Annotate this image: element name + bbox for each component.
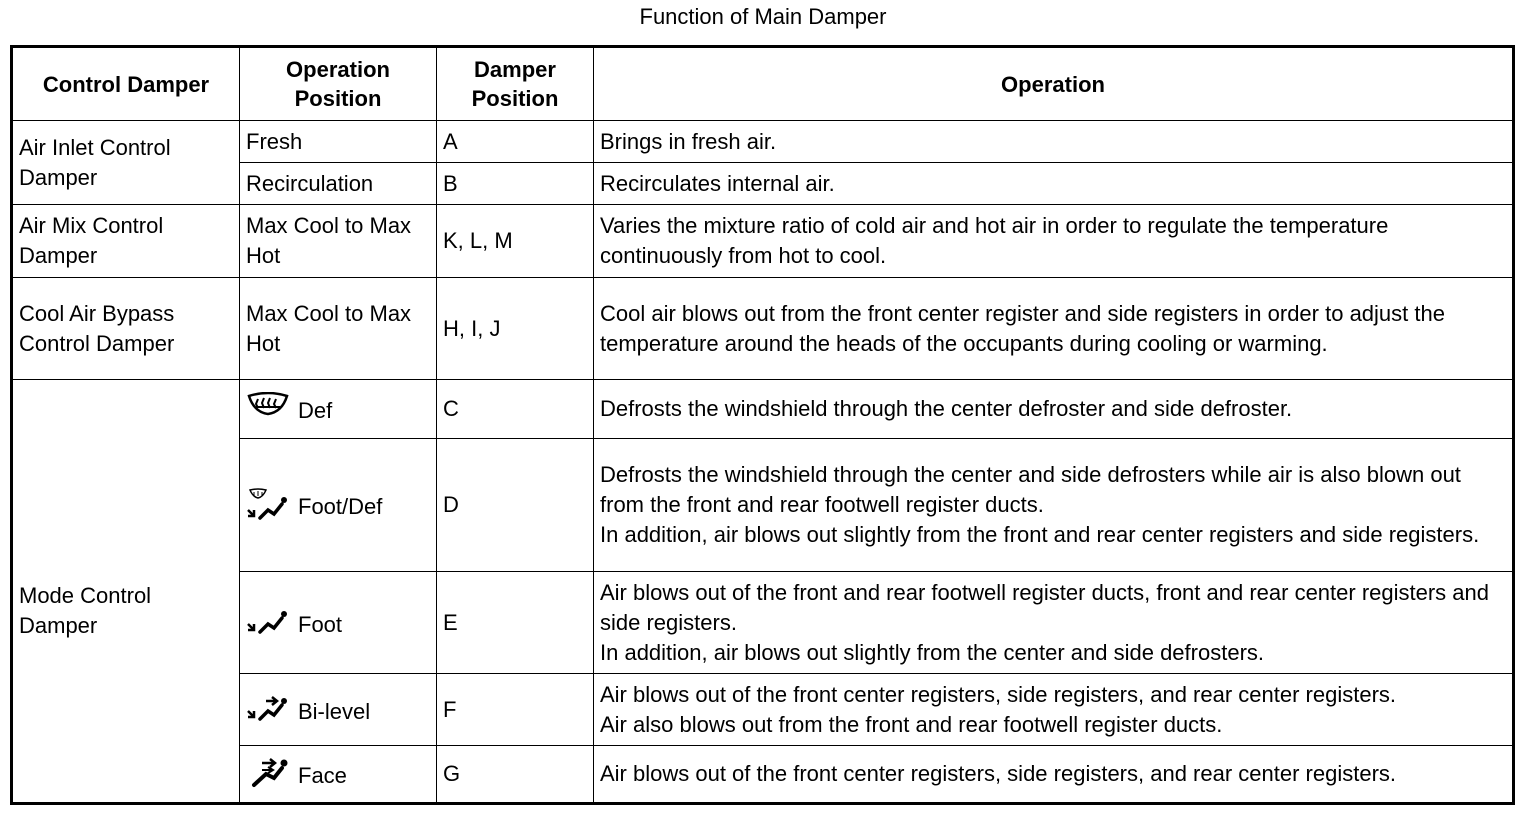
damper-bypass: H, I, J	[437, 278, 594, 380]
damper-foot: E	[437, 572, 594, 674]
defroster-icon	[246, 392, 290, 426]
op-pos-foot	[240, 572, 437, 674]
op-pos-recirc: Recirculation	[240, 163, 437, 205]
operation-foot-line-2: In addition, air blows out slightly from the center and side defrosters.	[600, 639, 1265, 665]
header-control-damper: Control Damper	[12, 47, 240, 121]
table-row	[12, 205, 1514, 278]
op-pos-face	[240, 746, 437, 804]
table-row	[12, 278, 1514, 380]
page-title: Function of Main Damper	[639, 4, 887, 29]
op-pos-def-label: Def	[298, 398, 333, 423]
header-operation: Operation	[594, 47, 1514, 121]
damper-recirc: B	[437, 163, 594, 205]
table-row	[12, 121, 1514, 163]
operation-bi-level-line-1: Air blows out of the front center registers, side registers, and rear center registers.	[600, 681, 1397, 707]
operation-fresh: Brings in fresh air.	[594, 121, 1514, 163]
operation-air-mix: Varies the mixture ratio of cold air and hot air in order to regulate the temperature continuously from hot to cool.	[594, 205, 1514, 278]
operation-foot	[594, 572, 1514, 674]
operation-foot-def-line-1: Defrosts the windshield through the center and side defrosters while air is also blown out from the front and rear footwell register ducts.	[600, 462, 1461, 517]
damper-bi-level: F	[437, 674, 594, 746]
op-pos-air-mix: Max Cool to Max Hot	[240, 205, 437, 278]
face-icon	[246, 757, 290, 791]
bi-level-icon	[246, 693, 290, 727]
op-pos-bi-level	[240, 674, 437, 746]
control-bypass: Cool Air Bypass Control Damper	[12, 278, 240, 380]
operation-foot-line-1: Air blows out of the front and rear footwell register ducts, front and rear center registers and side registers.	[600, 579, 1490, 635]
header-row	[12, 47, 1514, 121]
damper-fresh: A	[437, 121, 594, 163]
operation-bi-level	[594, 674, 1514, 746]
header-damper-position: Damper Position	[437, 47, 594, 121]
op-pos-foot-def-label: Foot/Def	[298, 494, 383, 519]
op-pos-foot-label: Foot	[298, 611, 343, 637]
operation-def: Defrosts the windshield through the center defroster and side defroster.	[594, 380, 1514, 439]
operation-foot-def-line-2: In addition, air blows out slightly from the front and rear center registers and side registers.	[600, 522, 1480, 547]
foot-def-icon	[246, 488, 290, 522]
foot-icon	[246, 606, 290, 640]
operation-bi-level-line-2: Air also blows out from the front and rear footwell register ducts.	[600, 711, 1223, 737]
op-pos-foot-def	[240, 439, 437, 572]
damper-foot-def: D	[437, 439, 594, 572]
op-pos-def	[240, 380, 437, 439]
table-row	[12, 380, 1514, 439]
operation-face: Air blows out of the front center registers, side registers, and rear center registers.	[594, 746, 1514, 804]
op-pos-face-label: Face	[298, 763, 347, 788]
damper-face: G	[437, 746, 594, 804]
header-operation-position: Operation Position	[240, 47, 437, 121]
control-air-inlet: Air Inlet Control Damper	[12, 121, 240, 205]
operation-bypass: Cool air blows out from the front center register and side registers in order to adjust the temperature around the heads of the occupants during cooling or warming.	[594, 278, 1514, 380]
damper-air-mix: K, L, M	[437, 205, 594, 278]
op-pos-bi-level-label: Bi-level	[298, 698, 371, 724]
damper-function-table	[10, 45, 1515, 805]
operation-foot-def	[594, 439, 1514, 572]
op-pos-bypass: Max Cool to Max Hot	[240, 278, 437, 380]
op-pos-fresh: Fresh	[240, 121, 437, 163]
control-mode: Mode Control Damper	[12, 380, 240, 804]
damper-def: C	[437, 380, 594, 439]
control-air-mix: Air Mix Control Damper	[12, 205, 240, 278]
operation-recirc: Recirculates internal air.	[594, 163, 1514, 205]
